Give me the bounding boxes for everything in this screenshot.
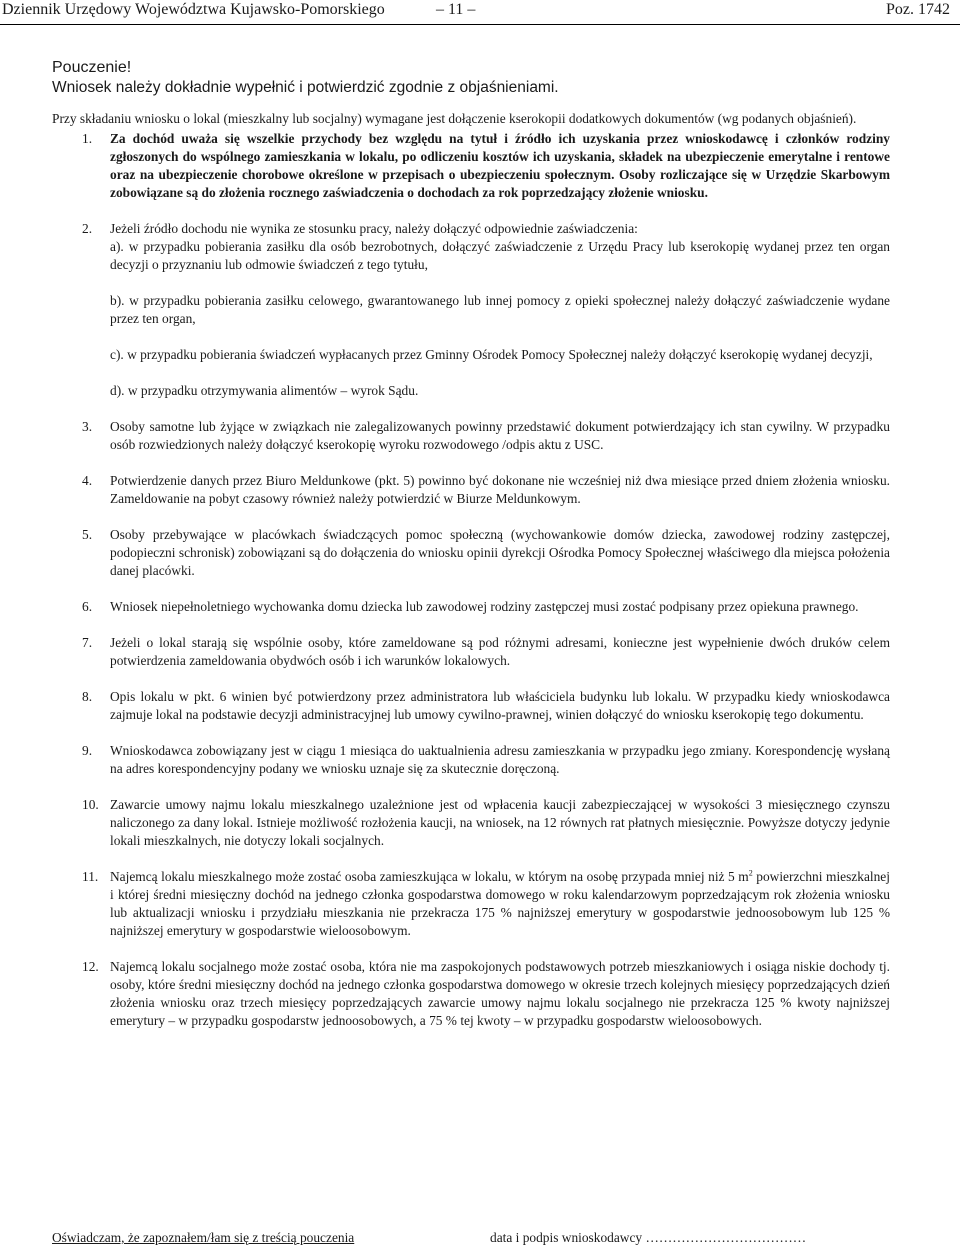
item-number: 7. bbox=[82, 635, 93, 650]
sub-item: c). w przypadku pobierania świadczeń wypłacanych przez Gminny Ośrodek Pomocy Społecznej należy dołączyć kserokopię wydanej decyzji, bbox=[110, 347, 873, 362]
item-text: Najemcą lokalu socjalnego może zostać osoba, która nie ma zaspokojonych podstawowych potrzeb mieszkaniowych i osiąga niskie dochody tj. osoby, które średni miesięczny dochód na jednego członka gospodarstwa domowego w okresie trzech kolejnych miesięcy poprzedzających dzień złożenia wniosku oraz trzech miesięcy poprzedzających zawarcie umowy najmu lokalu socjalnego nie przekracza 125 % kwoty najniższej emerytury – w przypadku gospodarstw jednoosobowych, a 75 % tej kwoty – w przypadku gospodarstw wieloosobowych. bbox=[110, 959, 890, 1028]
item-text: Jeżeli o lokal starają się wspólnie osoby, które zameldowane są pod różnymi adresami, konieczne jest wypełnienie dwóch druków celem potwierdzenia zameldowania obydwóch osób i ich warunków lokalowych. bbox=[110, 635, 890, 668]
item-number: 3. bbox=[82, 419, 93, 434]
list-item bbox=[52, 958, 890, 1030]
item-number: 8. bbox=[82, 689, 93, 704]
list-item bbox=[52, 418, 890, 454]
item-number: 9. bbox=[82, 743, 93, 758]
notice-title: Pouczenie! bbox=[52, 59, 132, 76]
page-header bbox=[0, 0, 960, 25]
list-item bbox=[52, 220, 890, 400]
item-text bbox=[110, 868, 890, 940]
item-number: 12. bbox=[82, 959, 99, 974]
list-item bbox=[52, 598, 890, 616]
item-number: 10. bbox=[82, 797, 99, 812]
item-text-part: powierzchni mieszkalnej i której średni miesięczny dochód na jednego członka gospodarstwa domowego w roku kalendarzowym poprzedzającym rok złożenia wniosku lub aktualizacji wniosku i przydziału mieszkania nie przekracza 175 % najniższej emerytury w gospodarstwie jednoosobowym lub 125 % najniższej emerytury w gospodarstwie wieloosobowym. bbox=[110, 869, 890, 938]
item-number: 5. bbox=[82, 527, 93, 542]
item-text: Jeżeli źródło dochodu nie wynika ze stosunku pracy, należy dołączyć odpowiednie zaświadczenia: bbox=[110, 221, 638, 236]
notice-subtitle: Wniosek należy dokładnie wypełnić i potwierdzić zgodnie z objaśnieniami. bbox=[52, 79, 559, 96]
acknowledgement-statement: Oświadczam, że zapoznałem/łam się z treścią pouczenia bbox=[52, 1230, 355, 1245]
list-item bbox=[52, 868, 890, 940]
signature-line: data i podpis wnioskodawcy ……………………………… bbox=[490, 1230, 807, 1245]
item-number: 4. bbox=[82, 473, 93, 488]
sub-item: a). w przypadku pobierania zasiłku dla osób bezrobotnych, dołączyć zaświadczenie z Urzędu Pracy lub kserokopię wydanej przez ten organ decyzji o przyznaniu lub odmowie świadczeń z tego tytułu, bbox=[110, 239, 890, 272]
item-text: Za dochód uważa się wszelkie przychody bez względu na tytuł i źródło ich uzyskania przez wnioskodawcę i członków rodziny zgłoszonych do wspólnego zamieszkania w lokalu, po odliczeniu kosztów ich uzyskania, składek na ubezpieczenie emerytalne i rentowe oraz na ubezpieczenie chorobowe określone w przepisach o ubezpieczeniu społecznym. Osoby rozliczające się w Urzędzie Skarbowym zobowiązane są do złożenia rocznego zaświadczenia o dochodach za rok poprzedzający złożenie wniosku. bbox=[110, 131, 890, 200]
item-text: Wniosek niepełnoletniego wychowanka domu dziecka lub zawodowej rodziny zastępczej musi zostać podpisany przez opiekuna prawnego. bbox=[110, 599, 859, 614]
item-number: 6. bbox=[82, 599, 93, 614]
item-text: Potwierdzenie danych przez Biuro Meldunkowe (pkt. 5) powinno być dokonane nie wcześniej niż dwa miesiące przed dniem złożenia wniosku. Zameldowanie na pobyt czasowy również należy potwierdzić w Biurze Meldunkowym. bbox=[110, 473, 890, 506]
list-item bbox=[52, 634, 890, 670]
sub-item: b). w przypadku pobierania zasiłku celowego, gwarantowanego lub innej pomocy z opieki społecznej należy dołączyć zaświadczenie wydane przez ten organ, bbox=[110, 293, 890, 326]
page-number: – 11 – bbox=[436, 1, 476, 18]
journal-title: Dziennik Urzędowy Województwa Kujawsko-Pomorskiego bbox=[2, 1, 385, 18]
item-text: Wnioskodawca zobowiązany jest w ciągu 1 miesiąca do uaktualnienia adresu zamieszkania w przypadku jego zmiany. Korespondencję wysłaną na adres korespondencyjny podany we wniosku uznaje się za skutecznie doręczoną. bbox=[110, 743, 890, 776]
list-item bbox=[52, 130, 890, 202]
position-number: Poz. 1742 bbox=[886, 1, 950, 18]
sub-item: d). w przypadku otrzymywania alimentów – wyrok Sądu. bbox=[110, 383, 419, 398]
notice-intro: Przy składaniu wniosku o lokal (mieszkalny lub socjalny) wymagane jest dołączenie kserokopii dodatkowych dokumentów (wg podanych objaśnień). bbox=[52, 111, 857, 126]
notice-body bbox=[52, 58, 890, 1030]
item-text: Osoby przebywające w placówkach świadczących pomoc społeczną (wychowankowie domów dziecka, zawodowej rodziny zastępczej, podopieczni schronisk) zobowiązani są do dołączenia do wniosku opinii dyrekcji Ośrodka Pomocy Społecznej właściwego dla miejsca położenia danej placówki. bbox=[110, 527, 890, 578]
item-text-part: Najemcą lokalu mieszkalnego może zostać osoba zamieszkująca w lokalu, w którym na osobę przypada mniej niż 5 m bbox=[110, 869, 749, 884]
list-item bbox=[52, 796, 890, 850]
item-number: 2. bbox=[82, 221, 93, 236]
list-item bbox=[52, 688, 890, 724]
item-number: 11. bbox=[82, 869, 99, 884]
list-item bbox=[52, 742, 890, 778]
list-item bbox=[52, 472, 890, 508]
item-text: Osoby samotne lub żyjące w związkach nie zalegalizowanych powinny przedstawić dokument potwierdzający ich stan cywilny. W przypadku osób rozwiedzionych należy dołączyć kserokopię wyroku rozwodowego /odpis aktu z USC. bbox=[110, 419, 890, 452]
item-text: Zawarcie umowy najmu lokalu mieszkalnego uzależnione jest od wpłacenia kaucji zabezpieczającej w wysokości 3 miesięcznego czynszu naliczonego za dany lokal. Istnieje możliwość rozłożenia kaucji, na wniosek, na 12 równych rat płatnych miesięcznie. Powyższe dotyczy jedynie lokali mieszkalnych, nie dotyczy lokali socjalnych. bbox=[110, 797, 890, 848]
item-text: Opis lokalu w pkt. 6 winien być potwierdzony przez administratora lub właściciela budynku lub lokalu. W przypadku kiedy wnioskodawca zajmuje lokal na podstawie decyzji administracyjnej lub umowy cywilno-prawnej, winien dołączyć do wniosku kserokopię tego dokumentu. bbox=[110, 689, 890, 722]
item-number: 1. bbox=[82, 131, 93, 146]
list-item bbox=[52, 526, 890, 580]
superscript: 2 bbox=[748, 868, 753, 878]
